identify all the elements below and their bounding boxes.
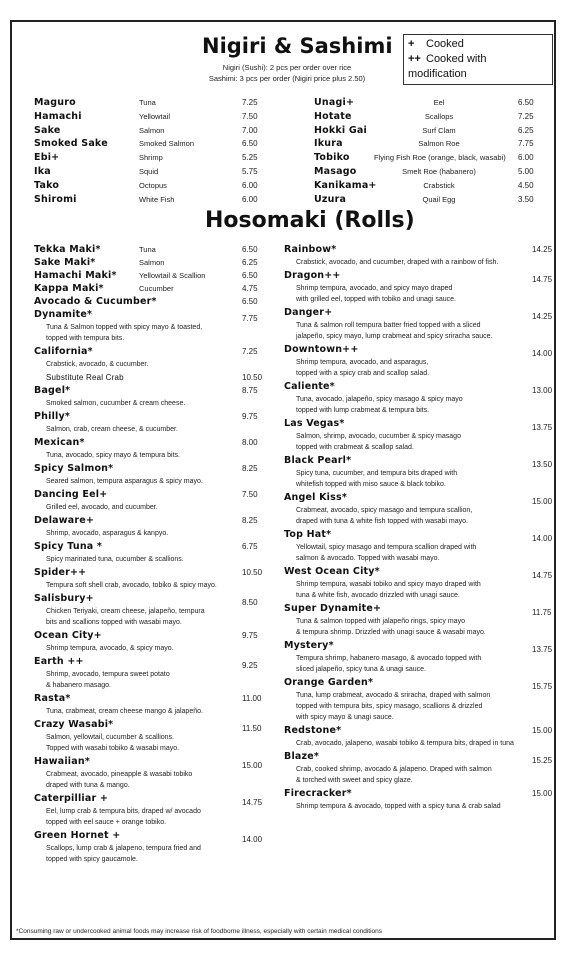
menu-item (34, 372, 284, 384)
item-desc: Quail Egg (422, 194, 456, 204)
item-description: Shrimp, avocado, tempura sweet potato (46, 671, 170, 678)
menu-item (34, 111, 272, 123)
item-description: Scallops, lump crab & jalapeno, tempura fried and (46, 845, 201, 852)
menu-item (34, 411, 284, 423)
menu-item (284, 418, 552, 430)
item-description: salmon & avocado. Topped with wasabi mayo. (296, 555, 440, 562)
menu-item (284, 566, 552, 578)
sashimi-note: Sashimi: 3 pcs per order (Nigiri price plus 2.50) (208, 74, 366, 83)
item-price: 15.25 (532, 756, 553, 765)
menu-item (34, 270, 284, 282)
item-description: Spicy marinated tuna, cucumber & scallions. (46, 556, 184, 563)
item-description: bits and scallions topped with wasabi mayo. (46, 619, 182, 626)
item-desc: Eel (433, 98, 445, 107)
item-desc: White Fish (139, 194, 175, 204)
menu-item (34, 152, 272, 164)
item-description: Chicken Teriyaki, cream cheese, jalapeño, tempura (46, 608, 205, 615)
item-price: 6.50 (242, 297, 258, 306)
item-price: 11.00 (242, 694, 262, 703)
item-price: 8.25 (242, 464, 258, 473)
nigiri-title: Nigiri & Sashimi (202, 34, 393, 58)
item-price: 6.50 (518, 98, 534, 107)
item-name: Philly* (34, 411, 71, 422)
item-price: 15.00 (532, 497, 553, 506)
item-name: Las Vegas* (284, 418, 345, 429)
item-description: Crabstick, avocado, & cucumber. (46, 361, 149, 368)
item-desc: Octopus (139, 180, 167, 190)
item-description: topped with a spicy crab and scallop salad. (296, 370, 430, 377)
item-price: 6.25 (242, 258, 258, 267)
item-description: Shrimp tempura, wasabi tobiko and spicy mayo draped with (296, 581, 481, 588)
footer-disclaimer: *Consuming raw or undercooked animal foods may increase risk of foodborne illness, especially with certain medical conditions (16, 928, 382, 935)
menu-item (314, 194, 548, 206)
item-description: Salmon, yellowtail, cucumber & scallions. (46, 734, 174, 741)
menu-item (34, 489, 284, 501)
item-desc: Yellowtail (139, 111, 170, 121)
item-description: Smoked salmon, cucumber & cream cheese. (46, 400, 186, 407)
menu-item (314, 111, 548, 123)
item-name: Mystery* (284, 640, 334, 651)
item-description: Shrimp tempura, avocado, and spicy mayo draped (296, 285, 453, 292)
menu-item (34, 180, 272, 192)
menu-item (284, 529, 552, 541)
item-desc: Squid (139, 167, 159, 176)
menu-item (314, 125, 548, 137)
menu-item (284, 751, 552, 763)
item-name: Ocean City+ (34, 630, 102, 641)
menu-item (34, 257, 284, 269)
item-desc: Scallops (424, 111, 454, 121)
menu-item (34, 593, 284, 605)
menu-item (34, 346, 284, 358)
item-name: Hamachi (34, 110, 82, 122)
menu-item (34, 793, 284, 805)
item-price: 8.50 (242, 598, 258, 607)
item-name: Dancing Eel+ (34, 489, 108, 500)
item-price: 11.75 (532, 608, 552, 617)
item-price: 6.25 (518, 125, 534, 135)
menu-item (34, 138, 272, 150)
item-desc: Salmon (139, 258, 165, 267)
item-description: Tuna, crabmeat, cream cheese mango & jalapeño. (46, 708, 203, 715)
menu-item (34, 463, 284, 475)
item-name: Ika (34, 166, 51, 177)
menu-item (284, 455, 552, 467)
item-name: Orange Garden* (284, 677, 374, 688)
item-price: 9.75 (242, 631, 258, 640)
item-price: 14.75 (532, 571, 553, 580)
item-name: Ikura (314, 138, 343, 150)
item-description: Tempura soft shell crab, avocado, tobiko & spicy mayo. (46, 582, 217, 589)
item-description: Crabmeat, avocado, spicy masago and tempura scallion, (296, 507, 473, 514)
item-price: 6.75 (242, 542, 258, 551)
item-price: 14.25 (532, 312, 553, 321)
item-desc: Tuna (139, 98, 156, 107)
item-name: Earth ++ (34, 656, 84, 667)
item-name: Delaware+ (34, 515, 95, 526)
item-name: Top Hat* (284, 529, 332, 540)
nigiri-note: Nigiri (Sushi): 2 pcs per order over rice (222, 63, 352, 72)
menu-item (284, 381, 552, 393)
item-description: topped with tempura bits. (46, 335, 125, 342)
item-name: Spicy Salmon* (34, 463, 114, 474)
item-description: whitefish topped with miso sauce & black tobiko. (296, 481, 446, 488)
menu-item (314, 97, 548, 109)
item-price: 9.25 (242, 661, 258, 670)
item-price: 7.75 (518, 139, 534, 149)
menu-item (284, 788, 552, 800)
item-price: 7.25 (518, 111, 534, 121)
item-name: Spicy Tuna * (34, 541, 103, 552)
item-price: 15.00 (532, 726, 553, 735)
menu-item (284, 725, 552, 737)
legend-box (403, 34, 553, 85)
item-price: 8.00 (242, 438, 258, 447)
menu-item (314, 138, 548, 150)
item-description: topped with spicy gaucamole. (46, 856, 138, 863)
item-description: & habanero masago. (46, 682, 111, 689)
item-desc: Smoked Salmon (139, 139, 195, 149)
item-name: Redstone* (284, 725, 342, 736)
item-name: Crazy Wasabi* (34, 719, 114, 730)
item-description: with spicy mayo & unagi sauce. (296, 714, 394, 721)
item-price: 14.75 (532, 275, 553, 284)
item-name: Caterpilliar + (34, 793, 109, 804)
item-price: 6.50 (242, 139, 258, 149)
item-description: Shrimp tempura, avocado, & spicy mayo. (46, 645, 174, 652)
item-description: topped with eel sauce + orange tobiko. (46, 819, 167, 826)
item-description: Crabstick, avocado, and cucumber, draped with a rainbow of fish. (296, 259, 499, 266)
menu-item (34, 693, 284, 705)
item-description: Yellowtail, spicy masago and tempura scallion draped with (296, 544, 477, 551)
item-description: draped with tuna & white fish topped with wasabi mayo. (296, 518, 468, 525)
item-price: 7.00 (242, 125, 258, 135)
item-description: Eel, lump crab & tempura bits, draped w/ avocado (46, 808, 201, 815)
item-price: 4.75 (242, 284, 258, 293)
item-name: Ebi+ (34, 152, 60, 164)
item-price: 6.00 (518, 153, 534, 163)
item-name: Caliente* (284, 381, 335, 392)
item-price: 10.50 (242, 568, 263, 577)
item-name: Avocado & Cucumber* (34, 296, 157, 307)
menu-item (34, 97, 272, 109)
item-price: 14.25 (532, 245, 553, 254)
menu-item (34, 437, 284, 449)
item-name: West Ocean City* (284, 566, 380, 577)
item-name: Green Hornet + (34, 830, 121, 841)
item-price: 14.00 (532, 349, 553, 358)
item-name: Hotate (314, 110, 352, 122)
menu-item (284, 603, 552, 615)
item-name: Maguro (34, 97, 76, 108)
item-desc: Crabstick (423, 180, 455, 190)
item-price: 7.25 (242, 98, 258, 107)
item-name: Mexican* (34, 437, 85, 448)
item-price: 15.00 (242, 761, 263, 770)
item-price: 4.50 (518, 180, 534, 190)
item-price: 3.50 (518, 194, 534, 204)
menu-item (34, 719, 284, 731)
item-name: Downtown++ (284, 344, 359, 355)
item-name: Unagi+ (314, 97, 355, 108)
item-name: Spider++ (34, 567, 87, 578)
legend-cooked: + Cooked (408, 38, 464, 50)
item-description: Tuna & salmon roll tempura batter fried topped with a sliced (296, 322, 481, 329)
item-name: Sake (34, 124, 61, 136)
item-price: 7.50 (242, 490, 258, 499)
item-price: 5.25 (242, 153, 258, 163)
item-price: 10.50 (242, 373, 263, 382)
item-description: Salmon, shrimp, avocado, cucumber & spicy masago (296, 433, 461, 440)
item-description: Grilled eel, avocado, and cucumber. (46, 504, 158, 511)
item-description: & tempura shrimp. Drizzled with unagi sauce & wasabi mayo. (296, 629, 486, 636)
menu-item (284, 677, 552, 689)
item-name: Substitute Real Crab (46, 373, 124, 382)
item-description: Spicy tuna, cucumber, and tempura bits draped with (296, 470, 458, 477)
item-name: Super Dynamite+ (284, 603, 382, 614)
item-description: Salmon, crab, cream cheese, & cucumber. (46, 426, 178, 433)
menu-item (284, 344, 552, 356)
item-desc: Flying Fish Roe (orange, black, wasabi) (374, 153, 506, 163)
item-desc: Cucumber (139, 284, 174, 293)
item-description: Crab, cooked shrimp, avocado & jalapeno. Draped with salmon (296, 766, 492, 773)
menu-item (34, 656, 284, 668)
menu-item (34, 244, 284, 256)
item-desc: Salmon (139, 125, 165, 135)
menu-item (314, 152, 548, 164)
item-name: Smoked Sake (34, 138, 108, 150)
menu-item (284, 640, 552, 652)
item-name: Salisbury+ (34, 593, 94, 604)
item-description: Tuna & Salmon topped with spicy mayo & toasted, (46, 324, 203, 331)
item-price: 13.75 (532, 423, 553, 432)
item-desc: Shrimp (139, 153, 163, 163)
item-description: topped with tempura bits, spicy masago, scallions & drizzled (296, 703, 483, 710)
item-price: 6.00 (242, 194, 258, 204)
menu-page (10, 20, 556, 940)
item-price: 14.00 (532, 534, 553, 543)
menu-item (284, 307, 552, 319)
item-name: Sake Maki* (34, 257, 96, 268)
menu-item (34, 309, 284, 321)
item-name: Firecracker* (284, 788, 352, 799)
menu-item (34, 385, 284, 397)
item-name: Kappa Maki* (34, 283, 104, 294)
legend-cooked-modification: ++ Cooked with modification (408, 53, 487, 80)
item-name: Tako (34, 179, 60, 191)
item-price: 13.75 (532, 645, 553, 654)
item-name: Kanikama+ (314, 179, 377, 191)
item-name: California* (34, 346, 93, 357)
item-price: 15.75 (532, 682, 553, 691)
item-name: Dragon++ (284, 270, 341, 281)
item-price: 6.00 (242, 180, 258, 190)
item-desc: Surf Clam (422, 125, 456, 135)
item-price: 7.50 (242, 111, 258, 121)
item-desc: Tuna (139, 245, 156, 254)
item-name: Shiromi (34, 193, 77, 205)
item-desc: Smelt Roe (habanero) (402, 167, 476, 176)
item-price: 6.50 (242, 245, 258, 254)
item-description: Tuna, avocado, jalapeño, spicy masago & spicy mayo (296, 396, 463, 403)
item-description: tuna & white fish, avocado drizzled with unagi sauce. (296, 592, 460, 599)
item-name: Masago (314, 166, 357, 177)
menu-item (34, 830, 284, 842)
item-name: Rasta* (34, 693, 71, 704)
item-price: 14.00 (242, 835, 263, 844)
item-description: Tempura shrimp, habanero masago, & avocado topped with (296, 655, 482, 662)
item-name: Tobiko (314, 152, 350, 164)
item-price: 7.25 (242, 347, 258, 356)
item-name: Rainbow* (284, 244, 337, 255)
item-price: 15.00 (532, 789, 553, 798)
item-name: Angel Kiss* (284, 492, 348, 503)
menu-item (34, 630, 284, 642)
item-description: Topped with wasabi tobiko & wasabi mayo. (46, 745, 180, 752)
item-price: 6.50 (242, 271, 258, 280)
item-name: Bagel* (34, 385, 71, 396)
menu-item (34, 125, 272, 137)
menu-item (34, 567, 284, 579)
item-name: Hawaiian* (34, 756, 91, 767)
item-price: 13.50 (532, 460, 553, 469)
item-price: 11.50 (242, 724, 262, 733)
item-description: draped with tuna & mango. (46, 782, 130, 789)
menu-item (34, 541, 284, 553)
item-name: Hokki Gai (314, 124, 367, 136)
menu-item (34, 515, 284, 527)
item-name: Tekka Maki* (34, 244, 101, 255)
item-description: Shrimp tempura, avocado, and asparagus, (296, 359, 429, 366)
menu-item (34, 756, 284, 768)
item-price: 8.25 (242, 516, 258, 525)
item-price: 14.75 (242, 798, 263, 807)
item-name: Black Pearl* (284, 455, 352, 466)
item-name: Danger+ (284, 307, 333, 318)
item-description: Shrimp tempura & avocado, topped with a spicy tuna & crab salad (296, 803, 501, 810)
menu-item (284, 270, 552, 282)
item-description: topped with lump crabmeat & tempura bits. (296, 407, 430, 414)
item-price: 5.75 (242, 167, 258, 176)
item-description: jalapeño, spicy mayo, lump crabmeat and spicy sriracha sauce. (296, 333, 493, 340)
item-price: 13.00 (532, 386, 553, 395)
rolls-title: Hosomaki (Rolls) (205, 208, 415, 233)
item-description: Tuna & salmon topped with jalapeño rings, spicy mayo (296, 618, 465, 625)
item-price: 5.00 (518, 167, 534, 176)
item-description: Crab, avocado, jalapeno, wasabi tobiko & tempura bits, draped in tuna (296, 740, 514, 747)
item-name: Hamachi Maki* (34, 270, 117, 281)
item-name: Uzura (314, 193, 347, 205)
item-description: topped with crabmeat & scallop salad. (296, 444, 414, 451)
menu-item (34, 296, 284, 308)
item-description: Crabmeat, avocado, pineapple & wasabi tobiko (46, 771, 193, 778)
item-desc: Yellowtail & Scallion (139, 271, 206, 280)
item-description: Shrimp, avocado, asparagus & kanpyo. (46, 530, 169, 537)
item-price: 7.75 (242, 314, 258, 323)
item-description: Tuna, lump crabmeat, avocado & sriracha, draped with salmon (296, 692, 491, 699)
item-description: sliced jalapeño, spicy tuna & unagi sauce. (296, 666, 426, 673)
item-description: Seared salmon, tempura asparagus & spicy mayo. (46, 478, 203, 485)
menu-item (314, 180, 548, 192)
item-description: with grilled eel, topped with tobiko and unagi sauce. (296, 296, 456, 303)
item-name: Blaze* (284, 751, 320, 762)
item-price: 8.75 (242, 386, 258, 395)
menu-item (284, 244, 552, 256)
item-name: Dynamite* (34, 309, 93, 320)
menu-item (314, 166, 548, 178)
menu-item (34, 166, 272, 178)
menu-item (34, 283, 284, 295)
item-price: 9.75 (242, 412, 258, 421)
item-description: Tuna, avocado, spicy mayo & tempura bits. (46, 452, 180, 459)
item-desc: Salmon Roe (418, 139, 460, 149)
item-description: & torched with sweet and spicy glaze. (296, 777, 413, 784)
menu-item (34, 194, 272, 206)
menu-item (284, 492, 552, 504)
